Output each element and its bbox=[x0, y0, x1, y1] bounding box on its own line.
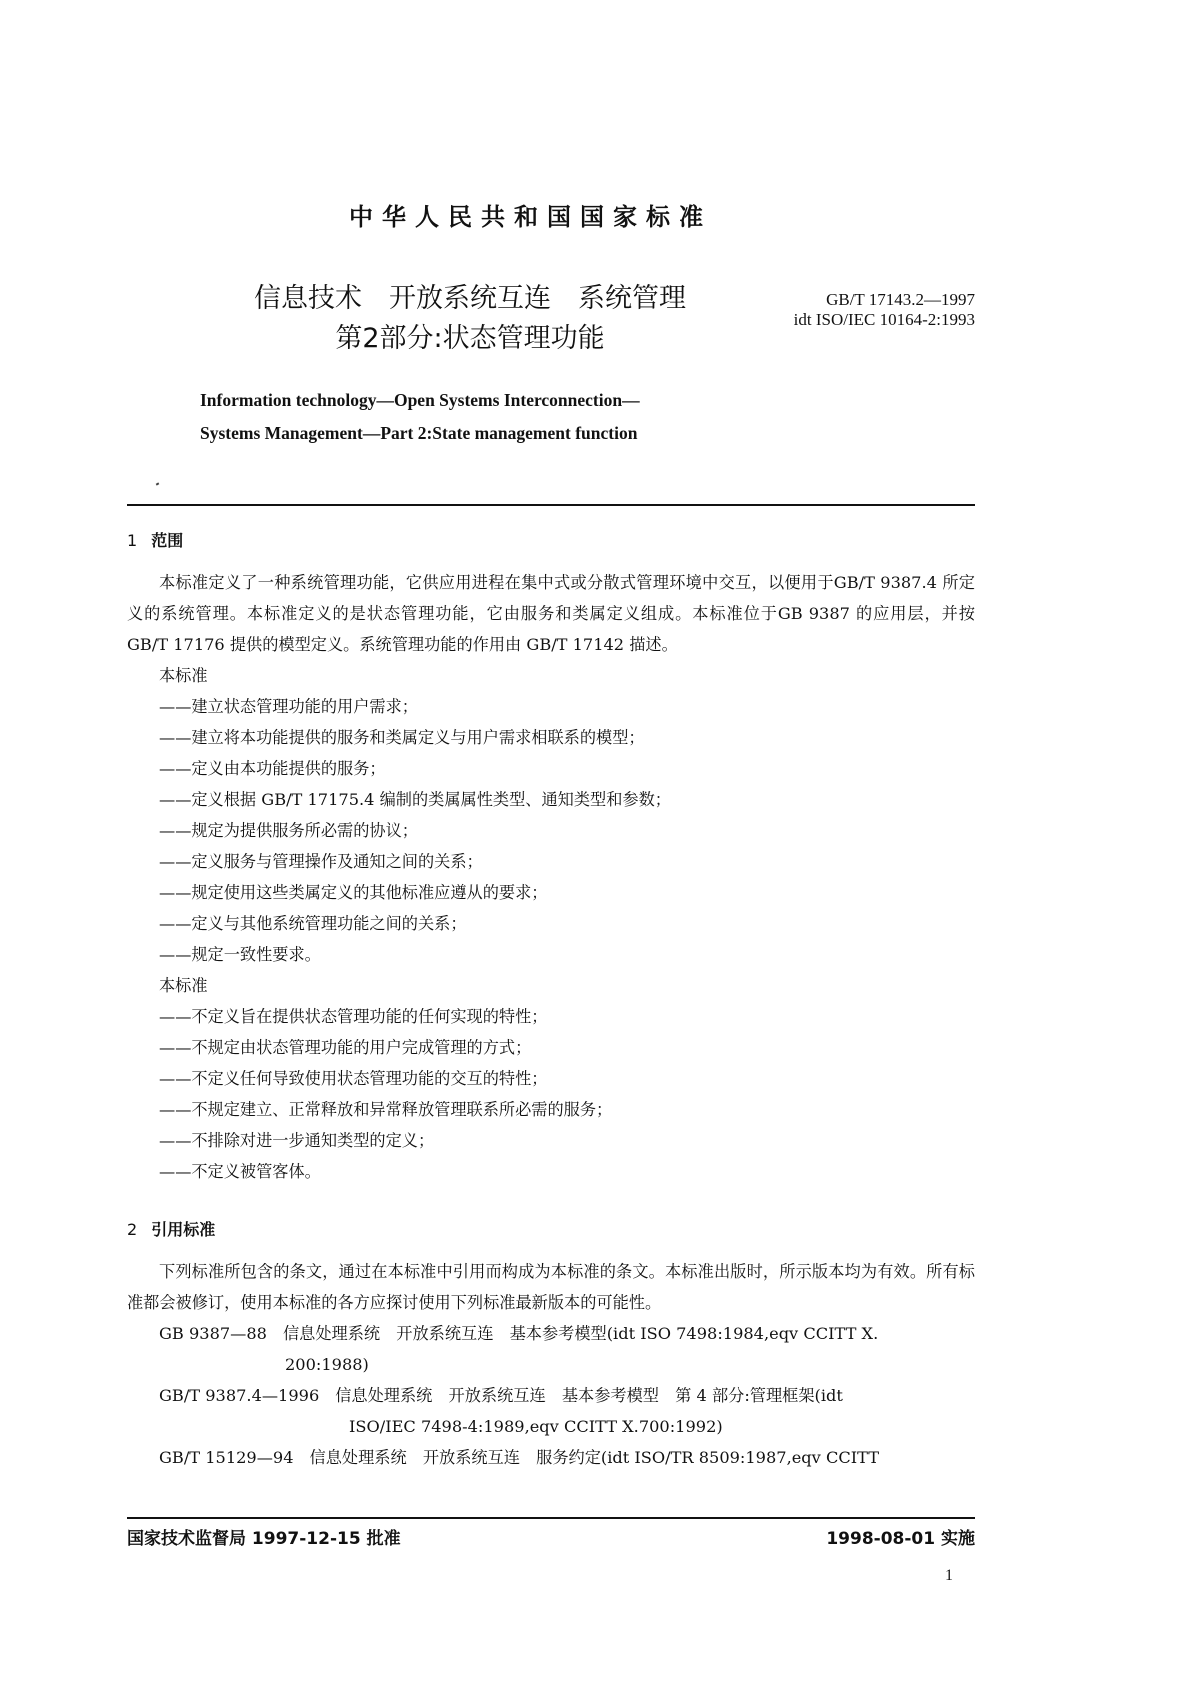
section-1-heading bbox=[127, 528, 183, 551]
section-title: 引用标准 bbox=[151, 1220, 216, 1239]
normative-references bbox=[127, 1318, 975, 1473]
chinese-title-line1: 信息技术 开放系统互连 系统管理 bbox=[254, 283, 686, 314]
reference-code: GB/T 9387.4—1996 bbox=[159, 1386, 320, 1405]
english-title-line1: Information technology—Open Systems Interconnection— bbox=[200, 390, 640, 410]
reference-code: GB 9387—88 bbox=[159, 1324, 267, 1343]
scope-paragraph: 本标准定义了一种系统管理功能，它供应用进程在集中式或分散式管理环境中交互，以便用于GB/T 9387.4 所定义的系统管理。本标准定义的是状态管理功能，它由服务和类属定义组成。本标准位于GB 9387 的应用层，并按 GB/T 17176 提供的模型定义。系统管理功能的作用由 GB/T 17142 描述。 bbox=[127, 573, 975, 654]
footer-divider bbox=[127, 1517, 975, 1519]
standard-number-block bbox=[745, 290, 975, 330]
list-item: ——定义根据 GB/T 17175.4 编制的类属属性类型、通知类型和参数； bbox=[159, 790, 671, 809]
list-item: ——不规定建立、正常释放和异常释放管理联系所必需的服务； bbox=[159, 1100, 613, 1119]
page-number: 1 bbox=[945, 1567, 953, 1584]
reference-text: 信息处理系统 开放系统互连 基本参考模型(idt ISO 7498:1984,eqv CCITT X. bbox=[282, 1324, 879, 1343]
chinese-title-line2: 第2部分:状态管理功能 bbox=[335, 323, 605, 354]
english-title-line2: Systems Management—Part 2:State management function bbox=[200, 423, 638, 443]
scope-requirements-list bbox=[159, 691, 959, 970]
header-divider bbox=[127, 504, 975, 506]
national-standard-heading: 中华人民共和国国家标准 bbox=[349, 203, 712, 231]
section-title: 范围 bbox=[151, 531, 184, 550]
section-2-heading bbox=[127, 1217, 215, 1240]
reference-entry bbox=[127, 1442, 975, 1473]
list-item: ——不定义任何导致使用状态管理功能的交互的特性； bbox=[159, 1069, 548, 1088]
standard-number: GB/T 17143.2—1997 bbox=[826, 290, 975, 309]
page-footer bbox=[127, 1524, 975, 1549]
list-item: ——规定为提供服务所必需的协议； bbox=[159, 821, 418, 840]
list-item: ——不定义被管客体。 bbox=[159, 1162, 321, 1181]
list-item: ——规定一致性要求。 bbox=[159, 945, 321, 964]
reference-entry bbox=[127, 1380, 975, 1411]
section-number: 1 bbox=[127, 531, 138, 550]
equivalence-note: idt ISO/IEC 10164-2:1993 bbox=[793, 310, 975, 329]
reference-entry bbox=[127, 1318, 975, 1349]
list-item: ——不规定由状态管理功能的用户完成管理的方式； bbox=[159, 1038, 532, 1057]
list-item: ——不排除对进一步通知类型的定义； bbox=[159, 1131, 435, 1150]
list-item: ——建立将本功能提供的服务和类属定义与用户需求相联系的模型； bbox=[159, 728, 645, 747]
approval-date: 国家技术监督局 1997-12-15 批准 bbox=[127, 1529, 401, 1549]
reference-code: GB/T 15129—94 bbox=[159, 1448, 294, 1467]
reference-text: 信息处理系统 开放系统互连 服务约定(idt ISO/TR 8509:1987,eqv CCITT bbox=[309, 1448, 880, 1467]
english-title bbox=[200, 384, 780, 450]
references-paragraph: 下列标准所包含的条文，通过在本标准中引用而构成为本标准的条文。本标准出版时，所示版本均为有效。所有标准都会被修订，使用本标准的各方应探讨使用下列标准最新版本的可能性。 bbox=[127, 1262, 975, 1312]
reference-continuation: 200:1988) bbox=[285, 1355, 369, 1374]
implementation-date: 1998-08-01 实施 bbox=[826, 1529, 975, 1549]
list-item: ——规定使用这些类属定义的其他标准应遵从的要求； bbox=[159, 883, 548, 902]
list-item: ——建立状态管理功能的用户需求； bbox=[159, 697, 418, 716]
scope-exclusions-list bbox=[159, 1001, 959, 1187]
list-item: ——定义服务与管理操作及通知之间的关系； bbox=[159, 852, 483, 871]
list-item: ——定义由本功能提供的服务； bbox=[159, 759, 386, 778]
list-item: ——定义与其他系统管理功能之间的关系； bbox=[159, 914, 467, 933]
chinese-title bbox=[200, 279, 740, 359]
scan-artifact bbox=[156, 482, 160, 485]
reference-continuation: ISO/IEC 7498-4:1989,eqv CCITT X.700:1992) bbox=[349, 1417, 723, 1436]
list-item: ——不定义旨在提供状态管理功能的任何实现的特性； bbox=[159, 1007, 548, 1026]
reference-text: 信息处理系统 开放系统互连 基本参考模型 第 4 部分:管理框架(idt bbox=[335, 1386, 843, 1405]
section-number: 2 bbox=[127, 1220, 138, 1239]
list-intro: 本标准 bbox=[159, 666, 208, 685]
list-intro: 本标准 bbox=[159, 976, 208, 995]
